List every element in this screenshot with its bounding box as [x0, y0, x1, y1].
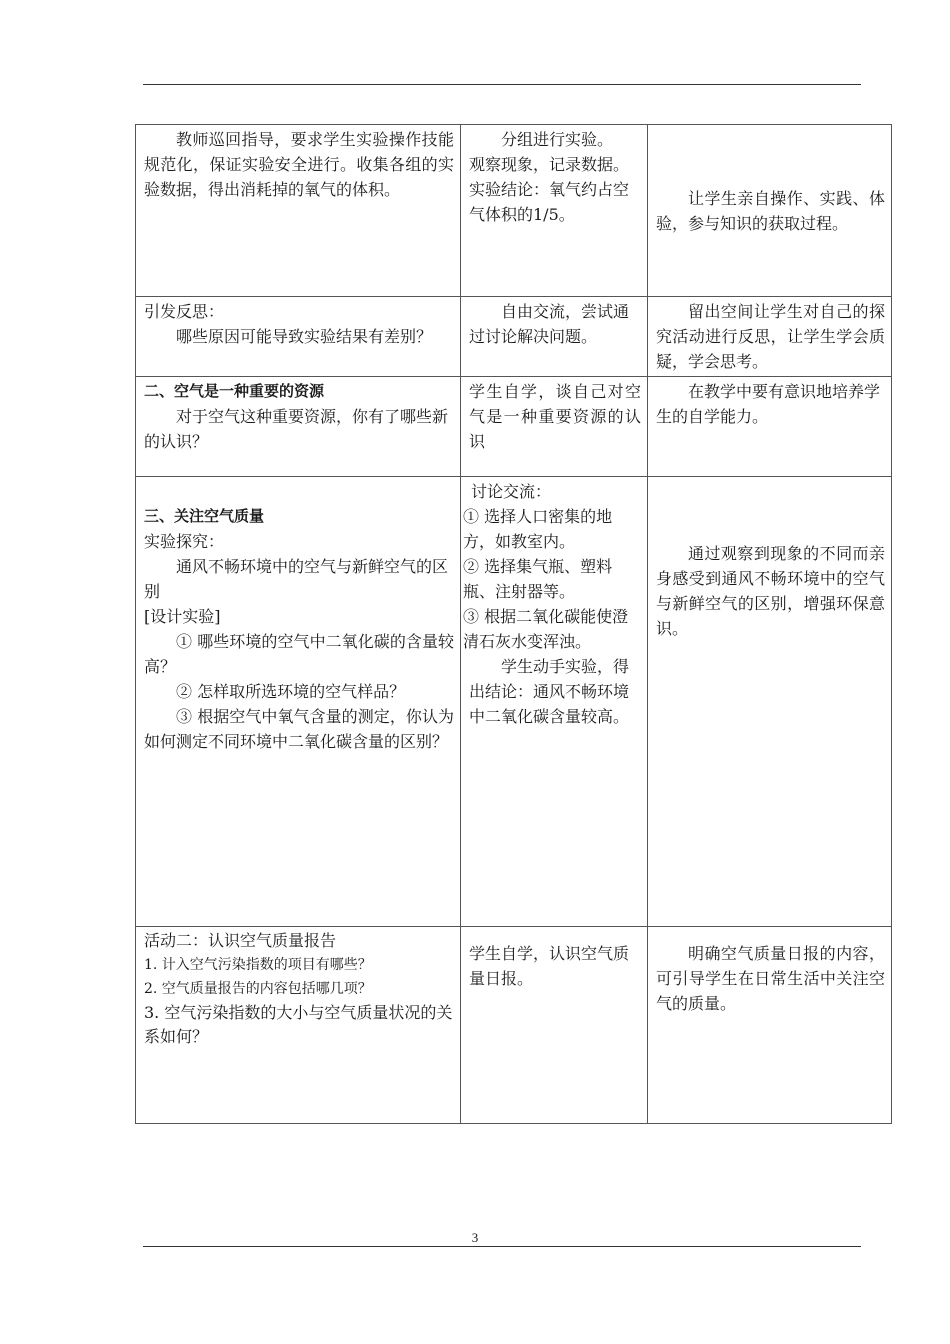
teacher-activity-cell	[136, 927, 461, 1124]
table-row	[136, 477, 892, 927]
cell-text: 在教学中要有意识地培养学生的自学能力。	[656, 382, 881, 426]
cell-text: 实验探究：	[144, 532, 225, 551]
design-intent-cell	[648, 377, 892, 477]
design-intent-cell	[648, 125, 892, 297]
cell-text: 学生动手实验，得出结论：通风不畅环境中二氧化碳含量较高。	[469, 657, 630, 726]
cell-text: 自由交流，尝试通过讨论解决问题。	[469, 302, 630, 346]
page-number: 3	[471, 1230, 479, 1245]
cell-text: 明确空气质量日报的内容，可引导学生在日常生活中关注空气的质量。	[656, 944, 885, 1013]
student-activity-cell	[461, 377, 648, 477]
student-activity-cell	[461, 927, 648, 1124]
cell-text: 引发反思：	[144, 302, 225, 321]
cell-text: 对于空气这种重要资源，你有了哪些新的认识？	[144, 407, 449, 451]
teacher-activity-cell	[136, 297, 461, 377]
cell-text: 3. 空气污染指数的大小与空气质量状况的关系如何？	[144, 1003, 453, 1046]
cell-text: 活动二：认识空气质量报告	[144, 931, 337, 950]
section-heading: 三、关注空气质量	[144, 507, 265, 525]
cell-text: 观察现象，记录数据。	[469, 155, 630, 174]
student-activity-cell	[461, 477, 648, 927]
cell-text: 学生自学，谈自己对空气是一种重要资源的认识	[469, 382, 641, 451]
cell-text: 通风不畅环境中的空气与新鲜空气的区别	[144, 557, 449, 601]
cell-text: 让学生亲自操作、实践、体验，参与知识的获取过程。	[656, 188, 885, 233]
table-row	[136, 377, 892, 477]
table-row	[136, 297, 892, 377]
cell-text: ① 哪些环境的空气中二氧化碳的含量较高？	[144, 632, 454, 676]
cell-text: ① 选择人口密集的地方，如教室内。	[463, 507, 613, 551]
cell-text: 通过观察到现象的不同而亲身感受到通风不畅环境中的空气与新鲜空气的区别，增强环保意识。	[656, 544, 885, 638]
cell-text: [设计实验]	[144, 607, 221, 626]
student-activity-cell	[461, 297, 648, 377]
cell-text: 讨论交流：	[471, 482, 552, 501]
cell-text: 分组进行实验。	[501, 130, 614, 149]
cell-text: ② 怎样取所选环境的空气样品？	[176, 682, 406, 701]
table-row	[136, 927, 892, 1124]
teacher-activity-cell	[136, 125, 461, 297]
lesson-plan-table	[135, 124, 892, 1124]
header-rule	[143, 84, 861, 85]
cell-text: 2. 空气质量报告的内容包括哪几项？	[144, 981, 372, 997]
cell-text: ③ 根据空气中氧气含量的测定，你认为如何测定不同环境中二氧化碳含量的区别？	[144, 707, 454, 751]
cell-text: 学生自学，认识空气质量日报。	[469, 944, 630, 988]
teacher-activity-cell	[136, 377, 461, 477]
teacher-activity-cell	[136, 477, 461, 927]
cell-text: 留出空间让学生对自己的探究活动进行反思，让学生学会质疑，学会思考。	[656, 302, 885, 371]
design-intent-cell	[648, 297, 892, 377]
design-intent-cell	[648, 927, 892, 1124]
table-row	[136, 125, 892, 297]
cell-text: 实验结论：氧气约占空气体积的1/5。	[469, 180, 630, 224]
footer-rule	[143, 1246, 861, 1247]
design-intent-cell	[648, 477, 892, 927]
student-activity-cell	[461, 125, 648, 297]
cell-text: ② 选择集气瓶、塑料瓶、注射器等。	[463, 557, 613, 601]
section-heading: 二、空气是一种重要的资源	[144, 382, 325, 400]
cell-text: ③ 根据二氧化碳能使澄清石灰水变浑浊。	[463, 607, 629, 651]
cell-text: 教师巡回指导，要求学生实验操作技能规范化，保证实验安全进行。收集各组的实验数据，得出消耗掉的氧气的体积。	[144, 130, 454, 199]
cell-text: 哪些原因可能导致实验结果有差别？	[176, 327, 433, 346]
cell-text: 1. 计入空气污染指数的项目有哪些？	[144, 957, 372, 973]
